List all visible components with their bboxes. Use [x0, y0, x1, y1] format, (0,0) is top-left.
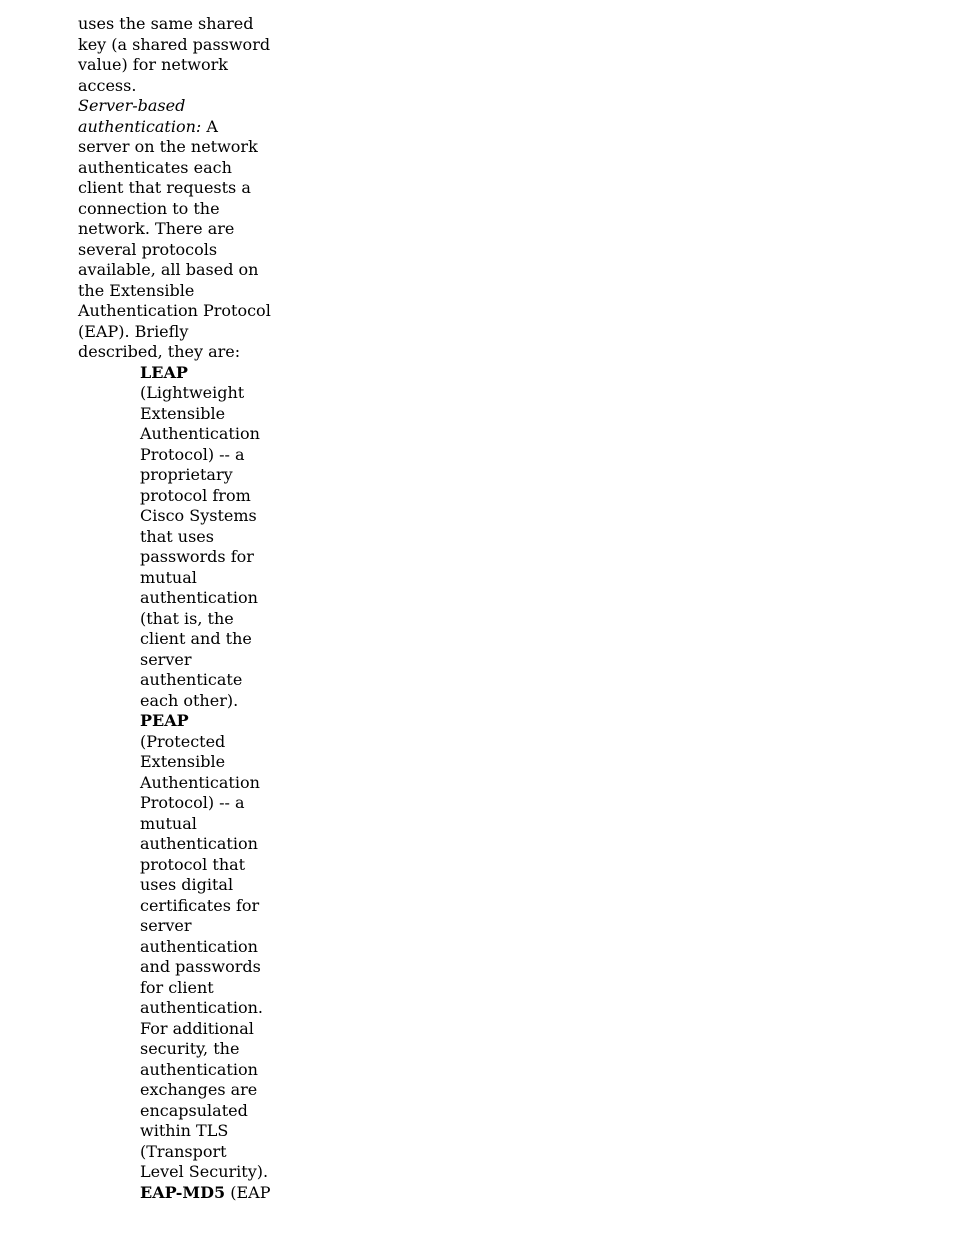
shared-key-text: uses the same shared key (a shared password value) for network access. — [78, 14, 271, 95]
protocol-description: (Protected Extensible Authentication Protocol) -- a mutual authentication protocol that uses digital certificates for server authentication and passwords for client authentication. For additional security, the authentication exchanges are encapsulated within TLS (Transport Level Security). — [140, 731, 269, 1181]
server-based-paragraph — [78, 96, 272, 363]
protocol-name: EAP-MD5 — [140, 1182, 226, 1202]
protocol-name: PEAP — [140, 711, 189, 730]
protocol-description: (Lightweight Extensible Authentication Protocol) -- a proprietary protocol from Cisco Systems that uses passwords for mutual authentication (that is, the client and the server authenticate each other). — [140, 383, 260, 710]
server-based-label: Server-based authentication: — [78, 96, 202, 136]
protocol-list — [78, 363, 272, 1204]
protocol-description: (EAP — [225, 1182, 271, 1202]
list-item-peap — [140, 711, 272, 1183]
protocol-name: LEAP — [140, 362, 188, 382]
list-item-leap — [140, 363, 272, 712]
server-based-text: A server on the network authenticates each client that requests a connection to the network. There are several protocols available, all based on the Extensible Authentication Protocol (EAP). Briefly described, they are: — [78, 116, 271, 361]
shared-key-paragraph — [78, 14, 272, 96]
list-item-eap-md5 — [140, 1183, 272, 1204]
document-body — [78, 14, 272, 1203]
